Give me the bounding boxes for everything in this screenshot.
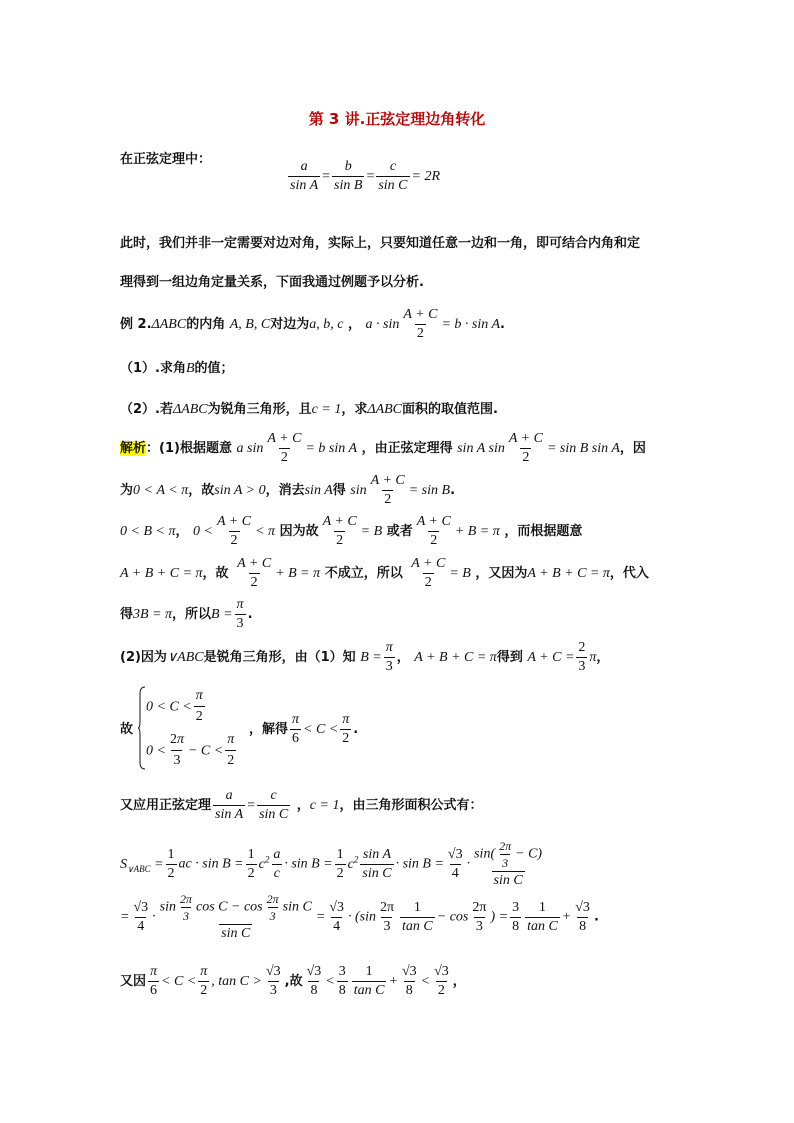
- solution-line-8: 又应用正弦定理 $\frac{a}{\text{sin A}}$ = $\frac{c}{\text{sin C}}$ ，c = 1，由三角形面积公式有：: [120, 788, 483, 822]
- paragraph-line-1: 此时，我们并非一定需要对边对角，实际上，只要知道任意一边和一角，即可结合内角和定: [120, 236, 641, 251]
- question-2: （2）.若ΔABC为锐角三角形，且c = 1，求ΔABC面积的取值范围.: [120, 402, 498, 417]
- paragraph-line-2: 理得到一组边角定量关系，下面我通过例题予以分析.: [120, 275, 424, 290]
- solution-line-3: 0 < B < π， 0 < $\frac{A + C}{2}$ < π 因为故 $\frac{A + C}{2}$ = B 或者 $\frac{A + C}{2}$ + B = π ，而根据题意: [120, 514, 583, 548]
- solution-line-4: A + B + C = π，故 $\frac{A + C}{2}$ + B = π 不成立，所以 $\frac{A + C}{2}$ = B ，又因为A + B + C = π，代入: [120, 556, 649, 590]
- area-formula-line-1: $S_{\vee ABC}$ = $\frac{1}{2}$ ac · sin B = $\frac{1}{2}$ $c^2$ $\frac{a}{c}$ · sin B = $\frac{1}{2}$ $c^2$ $\frac{\text{sin A}}{\text{sin C}}$ · sin B = $\frac{√3}{4}$ · sin( $\frac{2\pi}{3}$ − C) sin C: [120, 839, 543, 888]
- question-1: （1）.求角B的值；: [120, 361, 234, 376]
- law-of-sines: $\frac{a}{\text{sin A}}$ = $\frac{b}{\text{sin B}}$ = $\frac{c}{\text{sin C}}$ = 2R: [290, 159, 441, 193]
- example-statement: 例 2.ΔABC的内角 A, B, C对边为a, b, c ， a · sin $\frac{A + C}{2}$ = b · sin A.: [120, 307, 505, 341]
- system-row-2: 0 < $\frac{2\pi}{3}$ − C < $\frac{\pi}{2}$: [146, 732, 235, 768]
- page-title: 第 3 讲.正弦定理边角转化: [308, 110, 486, 128]
- solution-line-11: 又因 $\frac{\pi}{6}$ < C < $\frac{\pi}{2}$ , tan C > $\frac{√3}{3}$ ,故 $\frac{√3}{8}$ < $\frac{3}{8}$ $\frac{1}{\text{tan C}}$ + $\frac{√3}{8}$ < $\frac{√3}{2}$ ，: [120, 964, 466, 998]
- solution-line-7-label: 故: [120, 722, 134, 737]
- solution-line-6: (2)因为∨ABC是锐角三角形，由（1）知 B = $\frac{\pi}{3}$ ， A + B + C = π得到 A + C = $\frac{2}{3}$ π，: [120, 640, 610, 674]
- area-formula-line-2: = $\frac{√3}{4}$ · sin $\frac{2\pi}{3}$ cos C − cos $\frac{2\pi}{3}$ sin C sin C = $\frac{√3}{4}$ · (sin $\frac{2\pi}{3}$ $\frac{1}{\text{tan C}}$ − cos $\frac{2\pi}{3}$ ) = $\frac{3}{8}$ $\frac{1}{\text{tan C}}$ + $\frac{√3}{8}$ .: [120, 892, 599, 941]
- solution-line-7-result: ，解得 $\frac{\pi}{6}$ < C < $\frac{\pi}{2}$ .: [249, 712, 359, 746]
- system-brace: [138, 686, 146, 770]
- intro-text: 在正弦定理中：: [120, 152, 212, 167]
- system-row-1: 0 < C < $\frac{\pi}{2}$: [146, 688, 203, 724]
- solution-line-2: 为0 < A < π，故sin A > 0，消去sin A得 sin $\frac{A + C}{2}$ = sin B.: [120, 473, 456, 507]
- solution-tag: 解析: [120, 441, 147, 456]
- solution-line-5: 得3B = π，所以B = $\frac{\pi}{3}$ .: [120, 597, 253, 631]
- solution-line-1: 解析：(1)根据题意 a sin $\frac{A + C}{2}$ = b sin A ，由正弦定理得 sin A sin $\frac{A + C}{2}$ = sin B sin A，因: [120, 431, 646, 465]
